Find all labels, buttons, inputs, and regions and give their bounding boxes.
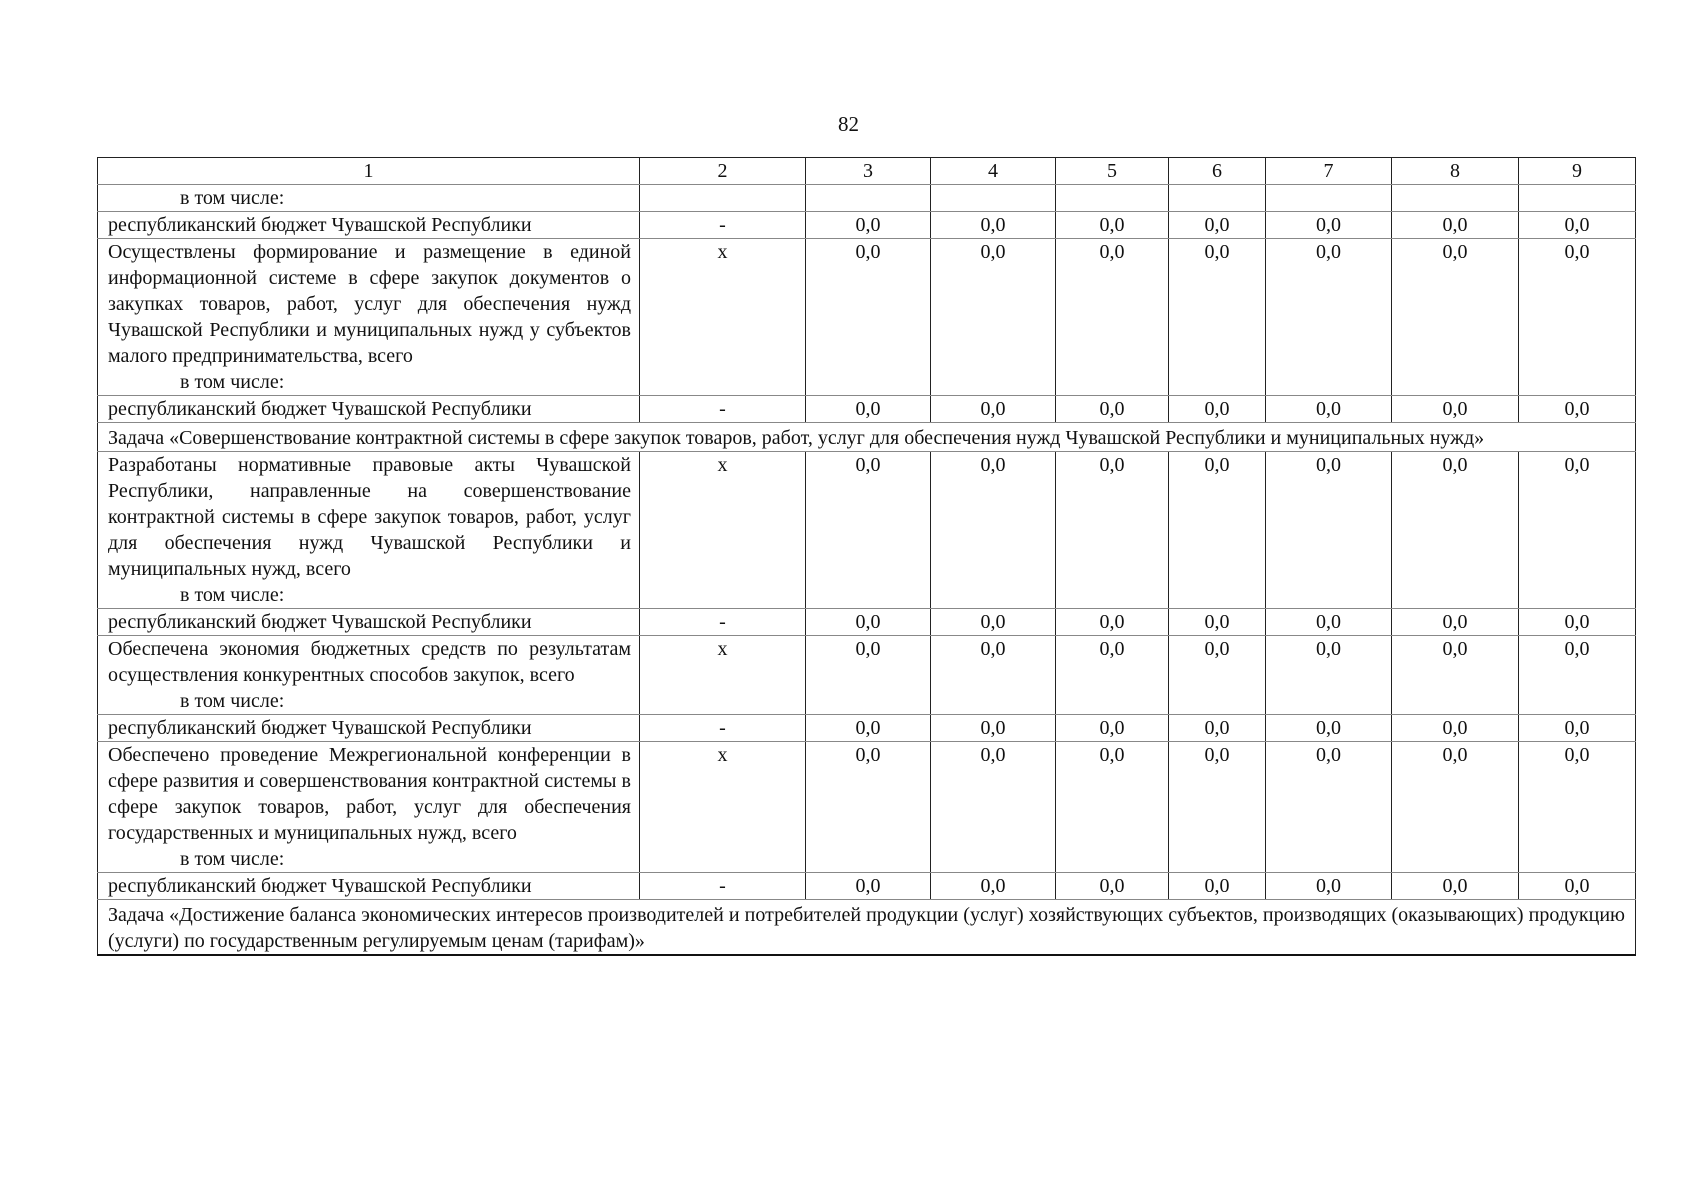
value-cell: 0,0 — [1519, 636, 1636, 715]
value-cell: 0,0 — [806, 239, 931, 396]
value-cell: 0,0 — [931, 212, 1056, 239]
header-cell: 9 — [1519, 158, 1636, 185]
value-cell: 0,0 — [1392, 239, 1519, 396]
value-cell: 0,0 — [931, 873, 1056, 900]
task-row — [98, 900, 1636, 956]
task-row — [98, 423, 1636, 452]
budget-row — [98, 396, 1636, 423]
value-cell: 0,0 — [931, 742, 1056, 873]
header-cell: 2 — [640, 158, 806, 185]
marker-cell: - — [640, 715, 806, 742]
value-cell: 0,0 — [1266, 239, 1392, 396]
value-cell: 0,0 — [1519, 212, 1636, 239]
value-cell: 0,0 — [1519, 609, 1636, 636]
value-cell — [1392, 185, 1519, 212]
row-label-cell — [98, 609, 640, 636]
value-cell: 0,0 — [1266, 212, 1392, 239]
value-cell: 0,0 — [931, 452, 1056, 609]
row-label-cell — [98, 452, 640, 609]
value-cell: 0,0 — [1169, 742, 1266, 873]
value-cell — [931, 185, 1056, 212]
value-cell: 0,0 — [1519, 742, 1636, 873]
value-cell: 0,0 — [1266, 715, 1392, 742]
value-cell: 0,0 — [1056, 742, 1169, 873]
value-cell: 0,0 — [1266, 873, 1392, 900]
value-cell: 0,0 — [1392, 452, 1519, 609]
marker-cell: х — [640, 239, 806, 396]
value-cell: 0,0 — [1392, 396, 1519, 423]
budget-label: республиканский бюджет Чувашской Республики — [108, 717, 532, 739]
value-cell: 0,0 — [1519, 873, 1636, 900]
value-cell: 0,0 — [1169, 715, 1266, 742]
item-label: Обеспечена экономия бюджетных средств по результатам осуществления конкурентных способов закупок, всего — [108, 638, 631, 686]
value-cell: 0,0 — [1266, 742, 1392, 873]
header-row — [98, 158, 1636, 185]
row-label-cell — [98, 742, 640, 873]
marker-cell: х — [640, 636, 806, 715]
value-cell: 0,0 — [1519, 239, 1636, 396]
subheading-label: в том числе: — [180, 690, 285, 712]
budget-table — [97, 157, 1636, 956]
value-cell: 0,0 — [931, 239, 1056, 396]
task-title: Задача «Достижение баланса экономических интересов производителей и потребителей продукции (услуг) хозяйствующих субъектов, производящих (оказывающих) продукцию (услуги) по государственным регулируемым ценам (тарифам)» — [98, 900, 1636, 956]
value-cell: 0,0 — [1392, 873, 1519, 900]
header-cell: 8 — [1392, 158, 1519, 185]
subheading-label: в том числе: — [180, 848, 285, 870]
subheading-label: в том числе: — [180, 584, 285, 606]
marker-cell: - — [640, 609, 806, 636]
budget-row — [98, 715, 1636, 742]
value-cell: 0,0 — [1169, 452, 1266, 609]
value-cell: 0,0 — [1266, 636, 1392, 715]
value-cell — [1519, 185, 1636, 212]
budget-label: республиканский бюджет Чувашской Республики — [108, 875, 532, 897]
value-cell — [1169, 185, 1266, 212]
value-cell — [1266, 185, 1392, 212]
subheading-label: в том числе: — [180, 187, 285, 209]
row-label-cell — [98, 212, 640, 239]
value-cell: 0,0 — [1169, 396, 1266, 423]
value-cell: 0,0 — [1056, 636, 1169, 715]
item-label: Разработаны нормативные правовые акты Чувашской Республики, направленные на совершенствование контрактной системы в сфере закупок товаров, работ, услуг для обеспечения нужд Чувашской Республики и муниципальных нужд, всего — [108, 454, 631, 580]
value-cell: 0,0 — [1056, 452, 1169, 609]
marker-cell: х — [640, 742, 806, 873]
value-cell: 0,0 — [806, 396, 931, 423]
value-cell: 0,0 — [931, 636, 1056, 715]
value-cell: 0,0 — [1169, 239, 1266, 396]
value-cell: 0,0 — [806, 452, 931, 609]
value-cell — [1056, 185, 1169, 212]
value-cell — [806, 185, 931, 212]
subheading-label: в том числе: — [180, 371, 285, 393]
value-cell: 0,0 — [806, 715, 931, 742]
value-cell: 0,0 — [1519, 452, 1636, 609]
value-cell: 0,0 — [1169, 636, 1266, 715]
value-cell: 0,0 — [806, 742, 931, 873]
value-cell: 0,0 — [1169, 873, 1266, 900]
budget-label: республиканский бюджет Чувашской Республики — [108, 214, 532, 236]
page-number: 82 — [838, 112, 859, 136]
value-cell: 0,0 — [1266, 396, 1392, 423]
header-cell: 6 — [1169, 158, 1266, 185]
item-row — [98, 636, 1636, 715]
value-cell: 0,0 — [1169, 609, 1266, 636]
row-label-cell — [98, 396, 640, 423]
item-row — [98, 452, 1636, 609]
row-label-cell — [98, 873, 640, 900]
table-body — [98, 158, 1636, 956]
value-cell: 0,0 — [1392, 609, 1519, 636]
subtotal-row — [98, 185, 1636, 212]
marker-cell: - — [640, 873, 806, 900]
header-cell: 1 — [98, 158, 640, 185]
value-cell: 0,0 — [806, 873, 931, 900]
value-cell: 0,0 — [1056, 873, 1169, 900]
marker-cell — [640, 185, 806, 212]
item-row — [98, 239, 1636, 396]
row-label-cell — [98, 636, 640, 715]
value-cell: 0,0 — [1392, 212, 1519, 239]
value-cell: 0,0 — [931, 609, 1056, 636]
value-cell: 0,0 — [1056, 715, 1169, 742]
item-label: Обеспечено проведение Межрегиональной конференции в сфере развития и совершенствования контрактной системы в сфере закупок товаров, работ, услуг для обеспечения государственных и муниципальных нужд, всего — [108, 744, 631, 844]
value-cell: 0,0 — [931, 396, 1056, 423]
value-cell: 0,0 — [1392, 742, 1519, 873]
marker-cell: х — [640, 452, 806, 609]
value-cell: 0,0 — [1519, 396, 1636, 423]
budget-label: республиканский бюджет Чувашской Республики — [108, 611, 532, 633]
value-cell: 0,0 — [1056, 239, 1169, 396]
header-cell: 3 — [806, 158, 931, 185]
budget-label: республиканский бюджет Чувашской Республики — [108, 398, 532, 420]
value-cell: 0,0 — [1392, 636, 1519, 715]
value-cell: 0,0 — [1056, 609, 1169, 636]
value-cell: 0,0 — [1266, 452, 1392, 609]
value-cell: 0,0 — [806, 609, 931, 636]
value-cell: 0,0 — [806, 212, 931, 239]
value-cell: 0,0 — [806, 636, 931, 715]
value-cell: 0,0 — [1056, 396, 1169, 423]
marker-cell: - — [640, 396, 806, 423]
header-cell: 7 — [1266, 158, 1392, 185]
marker-cell: - — [640, 212, 806, 239]
item-label: Осуществлены формирование и размещение в единой информационной системе в сфере закупок документов о закупках товаров, работ, услуг для обеспечения нужд Чувашской Республики и муниципальных нужд у субъектов малого предпринимательства, всего — [108, 241, 631, 367]
value-cell: 0,0 — [1056, 212, 1169, 239]
budget-row — [98, 212, 1636, 239]
value-cell: 0,0 — [1519, 715, 1636, 742]
row-label-cell — [98, 185, 640, 212]
header-cell: 5 — [1056, 158, 1169, 185]
budget-row — [98, 609, 1636, 636]
value-cell: 0,0 — [1392, 715, 1519, 742]
value-cell: 0,0 — [1266, 609, 1392, 636]
row-label-cell — [98, 239, 640, 396]
value-cell: 0,0 — [1169, 212, 1266, 239]
value-cell: 0,0 — [931, 715, 1056, 742]
item-row — [98, 742, 1636, 873]
header-cell: 4 — [931, 158, 1056, 185]
budget-row — [98, 873, 1636, 900]
row-label-cell — [98, 715, 640, 742]
task-title: Задача «Совершенствование контрактной системы в сфере закупок товаров, работ, услуг для обеспечения нужд Чувашской Республики и муниципальных нужд» — [98, 423, 1636, 452]
